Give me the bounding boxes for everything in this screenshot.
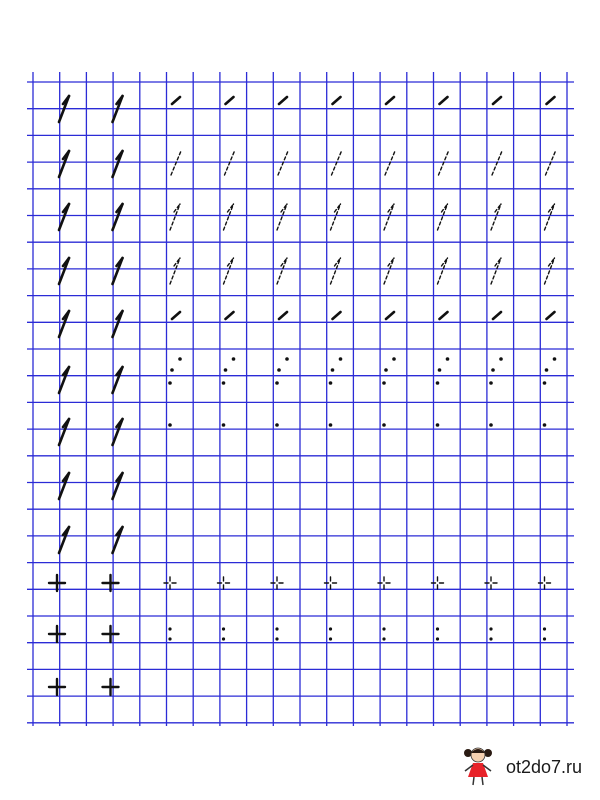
guide-dot [222,637,225,640]
guide-dot [436,381,440,385]
digit-one [332,151,342,175]
guide-dot [543,423,547,427]
guide-dot [329,381,333,385]
digit-one [386,312,394,319]
digit-one [440,312,448,319]
digit-one [333,312,341,319]
plus-sign [103,575,119,591]
guide-dot [489,423,493,427]
digit-one [279,312,287,319]
digit-one [438,258,448,284]
plus-sign [49,575,65,591]
digit-one [113,419,123,445]
digit-one [493,312,501,319]
guide-dot [543,381,547,385]
digit-one [113,204,123,230]
guide-dot [329,627,332,630]
digit-one [226,312,234,319]
digit-one [113,527,123,553]
digit-one [225,151,235,175]
digit-one [492,151,502,175]
guide-dot [543,637,546,640]
guide-dot [489,381,493,385]
digit-one [331,258,341,284]
digit-one [384,204,394,230]
guide-dot [436,423,440,427]
digit-one [545,258,555,284]
digit-one [226,97,234,104]
guide-dot [277,368,281,372]
digit-one [113,311,123,337]
guide-dot [329,637,332,640]
girl-mascot-icon [458,744,498,788]
footer-brand[interactable] [458,744,598,788]
digit-one [493,97,501,104]
guide-dot [275,423,279,427]
digit-one [279,97,287,104]
digit-one [171,151,181,175]
guide-dot [384,368,388,372]
guide-dot [232,357,236,361]
digit-one [170,258,180,284]
digit-one [59,367,69,393]
guide-dot [382,381,386,385]
digit-one [172,97,180,104]
digit-one [439,151,449,175]
digit-one [59,311,69,337]
guide-dot [339,357,343,361]
guide-dot [331,368,335,372]
digit-one [385,151,395,175]
guide-dot [489,627,492,630]
guide-dot [489,637,492,640]
guide-dot [224,368,228,372]
guide-dot [168,637,171,640]
digit-one [440,97,448,104]
digit-one [545,204,555,230]
digit-one [331,204,341,230]
digit-one [546,151,556,175]
plus-sign [164,577,176,589]
guide-dot [392,357,396,361]
guide-dot [275,627,278,630]
digit-one [113,258,123,284]
digit-one [333,97,341,104]
guide-dot [553,357,557,361]
digit-one [224,204,234,230]
guide-dot [436,627,439,630]
digit-one [438,204,448,230]
digit-one [384,258,394,284]
digit-one [277,204,287,230]
guide-dot [545,368,549,372]
digit-one [113,151,123,177]
guide-dot [275,637,278,640]
digit-one [491,204,501,230]
digit-one [113,367,123,393]
digit-one [386,97,394,104]
guide-dot [178,357,182,361]
plus-sign [49,626,65,642]
guide-dot [285,357,289,361]
digit-one [278,151,288,175]
guide-dot [446,357,450,361]
guide-dot [491,368,495,372]
guide-dot [382,423,386,427]
writing-marks [49,96,556,695]
guide-dot [499,357,503,361]
digit-one [59,204,69,230]
digit-one [59,151,69,177]
guide-dot [170,368,174,372]
digit-one [59,419,69,445]
digit-one [172,312,180,319]
digit-one [277,258,287,284]
guide-dot [436,637,439,640]
plus-sign [103,626,119,642]
guide-dot [329,423,333,427]
guide-dot [222,381,226,385]
guide-dot [168,381,172,385]
plus-sign [49,679,65,695]
plus-sign [103,679,119,695]
guide-dot [168,627,171,630]
digit-one [59,527,69,553]
guide-dot [168,423,172,427]
digit-one [59,473,69,499]
site-link[interactable]: ot2do7.ru [506,757,583,777]
digit-one [59,258,69,284]
digit-one [547,312,555,319]
guide-dot [543,627,546,630]
guide-dot [382,627,385,630]
guide-dot [382,637,385,640]
digit-one [547,97,555,104]
guide-dot [275,381,279,385]
digit-one [113,473,123,499]
digit-one [491,258,501,284]
digit-one [170,204,180,230]
guide-dot [438,368,442,372]
digit-one [224,258,234,284]
guide-dot [222,423,226,427]
guide-dot [222,627,225,630]
